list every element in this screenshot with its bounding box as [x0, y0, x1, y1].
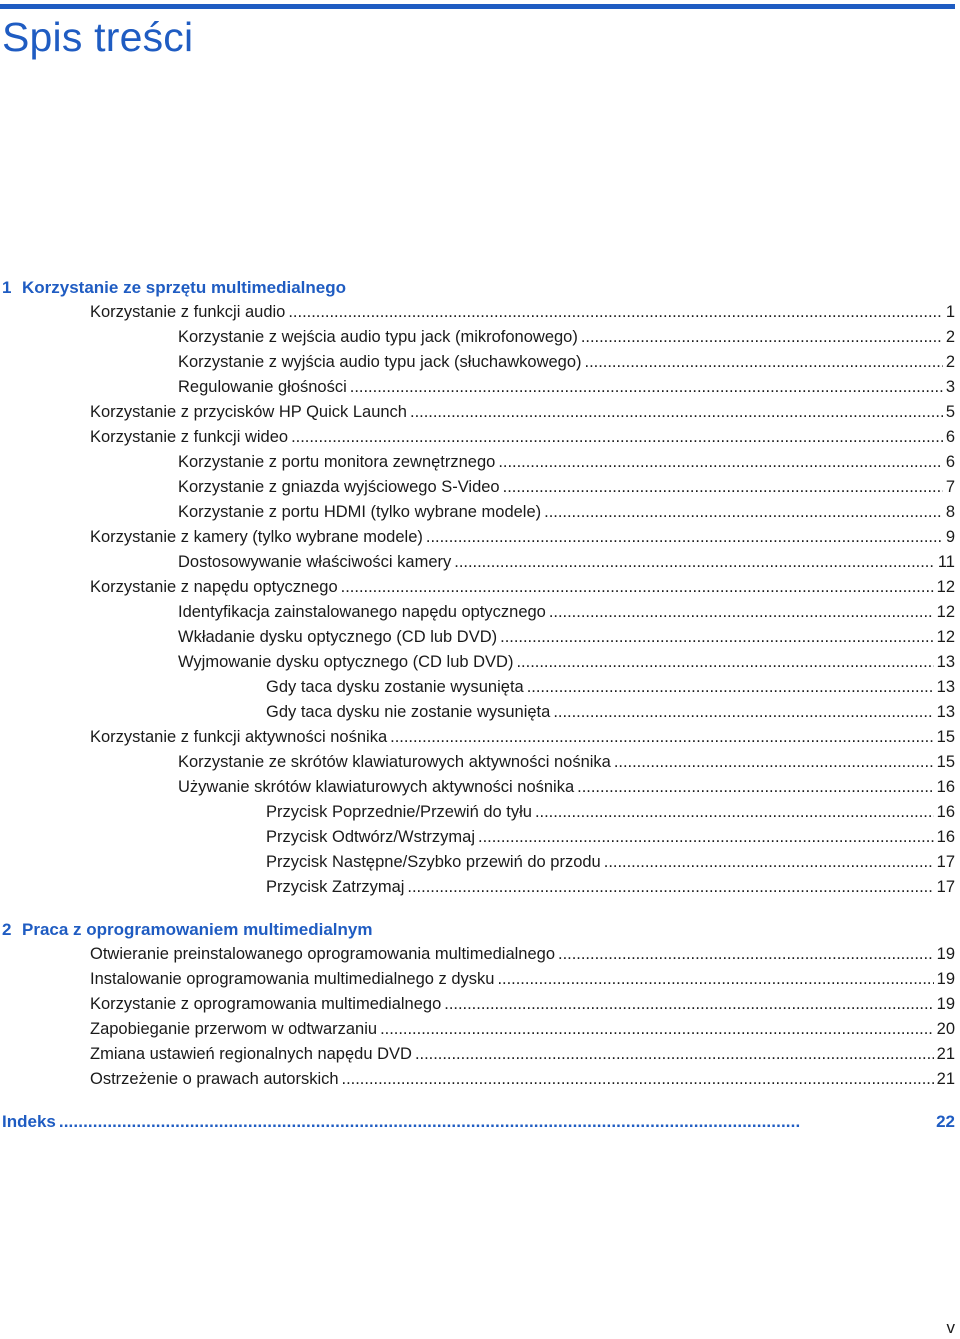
toc-entry-page-number: 8: [945, 503, 955, 521]
dot-leader: [527, 675, 934, 700]
toc-entry-title: Zmiana ustawień regionalnych napędu DVD: [90, 1045, 412, 1063]
chapter-heading-link[interactable]: [0, 917, 955, 942]
toc-entry-link[interactable]: [0, 600, 955, 625]
toc-entry-title: Przycisk Poprzednie/Przewiń do tyłu: [266, 803, 532, 821]
page-title: Spis treści: [2, 14, 194, 60]
toc-entry-link[interactable]: [0, 725, 955, 750]
dot-leader: [478, 825, 934, 850]
dot-leader: [498, 450, 942, 475]
toc-entry-title: Korzystanie z funkcji aktywności nośnika: [90, 728, 388, 746]
toc-entry-title: Przycisk Odtwórz/Wstrzymaj: [266, 828, 476, 846]
toc-entry-page-number: 21: [936, 1070, 955, 1088]
chapter-title: Korzystanie ze sprzętu multimedialnego: [22, 278, 347, 297]
dot-leader: [535, 800, 934, 825]
toc-entry-link[interactable]: [0, 1042, 955, 1067]
toc-entry-page-number: 13: [936, 703, 955, 721]
index-title: Indeks: [2, 1112, 56, 1131]
toc-entry-title: Korzystanie z portu monitora zewnętrznego: [178, 453, 496, 471]
toc-entry-title: Korzystanie z funkcji wideo: [90, 428, 289, 446]
toc-entry-title: Korzystanie z napędu optycznego: [90, 578, 338, 596]
toc-entry-page-number: 1: [945, 303, 955, 321]
toc-entry-page-number: 19: [936, 970, 955, 988]
toc-entry-page-number: 17: [936, 878, 955, 896]
toc-entry-title: Instalowanie oprogramowania multimedialnego z dysku: [90, 970, 495, 988]
dot-leader: [380, 1017, 934, 1042]
toc-entry-title: Ostrzeżenie o prawach autorskich: [90, 1070, 339, 1088]
chapter-section: [0, 275, 955, 900]
toc-entry-title: Używanie skrótów klawiaturowych aktywności nośnika: [178, 778, 575, 796]
toc-entry-link[interactable]: [0, 700, 955, 725]
toc-entry-title: Przycisk Następne/Szybko przewiń do przodu: [266, 853, 601, 871]
toc-entry-title: Otwieranie preinstalowanego oprogramowania multimedialnego: [90, 945, 556, 963]
toc-entry-link[interactable]: [0, 850, 955, 875]
chapter-title: Praca z oprogramowaniem multimedialnym: [22, 920, 373, 939]
toc-entry-link[interactable]: [0, 425, 955, 450]
dot-leader: [577, 775, 933, 800]
dot-leader: [350, 375, 943, 400]
dot-leader: [503, 475, 943, 500]
toc-entry-link[interactable]: [0, 967, 955, 992]
toc-entry-page-number: 12: [936, 628, 955, 646]
toc-entry-page-number: 12: [936, 578, 955, 596]
toc-entry-title: Korzystanie z portu HDMI (tylko wybrane modele): [178, 503, 542, 521]
toc-entry-page-number: 2: [945, 328, 955, 346]
table-of-contents: [0, 275, 955, 1134]
dot-leader: [390, 725, 934, 750]
toc-entry-title: Korzystanie z przycisków HP Quick Launch: [90, 403, 407, 421]
toc-entry-page-number: 9: [945, 528, 955, 546]
toc-entry-title: Gdy taca dysku zostanie wysunięta: [266, 678, 524, 696]
toc-entry-link[interactable]: [0, 450, 955, 475]
toc-entry-title: Korzystanie z oprogramowania multimedialnego: [90, 995, 442, 1013]
dot-leader: [288, 300, 942, 325]
dot-leader: [410, 400, 943, 425]
toc-entry-page-number: 5: [945, 403, 955, 421]
toc-entry-page-number: 17: [936, 853, 955, 871]
toc-entry-title: Korzystanie z kamery (tylko wybrane modele): [90, 528, 423, 546]
dot-leader: [407, 875, 933, 900]
toc-entry-title: Zapobieganie przerwom w odtwarzaniu: [90, 1020, 378, 1038]
toc-entry-link[interactable]: [0, 942, 955, 967]
dot-leader: [553, 700, 933, 725]
toc-entry-link[interactable]: [0, 300, 955, 325]
dot-leader: [341, 575, 934, 600]
toc-entry-link[interactable]: [0, 325, 955, 350]
toc-entry-link[interactable]: [0, 400, 955, 425]
toc-entry-title: Korzystanie z funkcji audio: [90, 303, 286, 321]
dot-leader: [549, 600, 934, 625]
toc-entry-title: Przycisk Zatrzymaj: [266, 878, 405, 896]
toc-entry-link[interactable]: [0, 825, 955, 850]
toc-entry-link[interactable]: [0, 475, 955, 500]
dot-leader: [516, 650, 933, 675]
chapter-section: [0, 917, 955, 1092]
toc-entry-link[interactable]: [0, 775, 955, 800]
toc-entry-page-number: 16: [936, 803, 955, 821]
toc-entry-title: Identyfikacja zainstalowanego napędu optycznego: [178, 603, 546, 621]
dot-leader: [444, 992, 933, 1017]
toc-entry-link[interactable]: [0, 992, 955, 1017]
footer-page-number: v: [946, 1318, 955, 1337]
toc-entry-page-number: 12: [936, 603, 955, 621]
toc-entry-page-number: 19: [936, 995, 955, 1013]
toc-entry-title: Regulowanie głośności: [178, 378, 347, 396]
chapter-heading-link[interactable]: [0, 275, 955, 300]
toc-entry-link[interactable]: [0, 500, 955, 525]
toc-entry-page-number: 3: [945, 378, 955, 396]
dot-leader: [585, 350, 943, 375]
index-page-number: 22: [936, 1112, 955, 1131]
toc-entry-page-number: 20: [936, 1020, 955, 1038]
toc-entry-link[interactable]: [0, 1067, 955, 1092]
toc-entry-page-number: 15: [936, 753, 955, 771]
dot-leader: [558, 942, 934, 967]
toc-entry-title: Gdy taca dysku nie zostanie wysunięta: [266, 703, 551, 721]
toc-entry-link[interactable]: [0, 625, 955, 650]
toc-entry-link[interactable]: [0, 650, 955, 675]
toc-entry-page-number: 19: [936, 945, 955, 963]
dot-leader: [604, 850, 934, 875]
dot-leader: [454, 550, 935, 575]
toc-entry-page-number: 21: [936, 1045, 955, 1063]
toc-entry-link[interactable]: [0, 375, 955, 400]
toc-entry-page-number: 11: [937, 553, 955, 571]
index-link[interactable]: [0, 1109, 955, 1134]
dot-leader: [544, 500, 943, 525]
dot-leader: [497, 967, 933, 992]
toc-entry-link[interactable]: [0, 750, 955, 775]
toc-entry-link[interactable]: [0, 550, 955, 575]
toc-entry-page-number: 16: [936, 778, 955, 796]
toc-entry-title: Dostosowywanie właściwości kamery: [178, 553, 452, 571]
dot-leader: [415, 1042, 934, 1067]
toc-entry-page-number: 16: [936, 828, 955, 846]
dot-leader: [342, 1067, 934, 1092]
toc-entry-link[interactable]: [0, 1017, 955, 1042]
toc-entry-page-number: 6: [945, 428, 955, 446]
toc-entry-title: Korzystanie z gniazda wyjściowego S-Video: [178, 478, 500, 496]
dot-leader: [59, 1109, 933, 1134]
header-rule: [0, 4, 955, 9]
dot-leader: [426, 525, 943, 550]
toc-entry-link[interactable]: [0, 350, 955, 375]
dot-leader: [614, 750, 934, 775]
toc-entry-page-number: 7: [945, 478, 955, 496]
toc-entry-page-number: 13: [936, 653, 955, 671]
toc-entry-page-number: 6: [945, 453, 955, 471]
toc-entry-link[interactable]: [0, 875, 955, 900]
toc-entry-title: Wyjmowanie dysku optycznego (CD lub DVD): [178, 653, 514, 671]
chapter-number: 1: [2, 278, 12, 297]
dot-leader: [291, 425, 943, 450]
toc-entry-link[interactable]: [0, 525, 955, 550]
chapter-number: 2: [2, 920, 12, 939]
toc-entry-link[interactable]: [0, 800, 955, 825]
toc-entry-title: Korzystanie z wejścia audio typu jack (mikrofonowego): [178, 328, 578, 346]
dot-leader: [500, 625, 934, 650]
toc-entry-page-number: 15: [936, 728, 955, 746]
toc-entry-link[interactable]: [0, 575, 955, 600]
toc-entry-page-number: 2: [945, 353, 955, 371]
dot-leader: [581, 325, 943, 350]
toc-entry-link[interactable]: [0, 675, 955, 700]
toc-entry-title: Korzystanie ze skrótów klawiaturowych aktywności nośnika: [178, 753, 611, 771]
toc-entry-title: Wkładanie dysku optycznego (CD lub DVD): [178, 628, 498, 646]
toc-entry-title: Korzystanie z wyjścia audio typu jack (słuchawkowego): [178, 353, 582, 371]
toc-entry-page-number: 13: [936, 678, 955, 696]
